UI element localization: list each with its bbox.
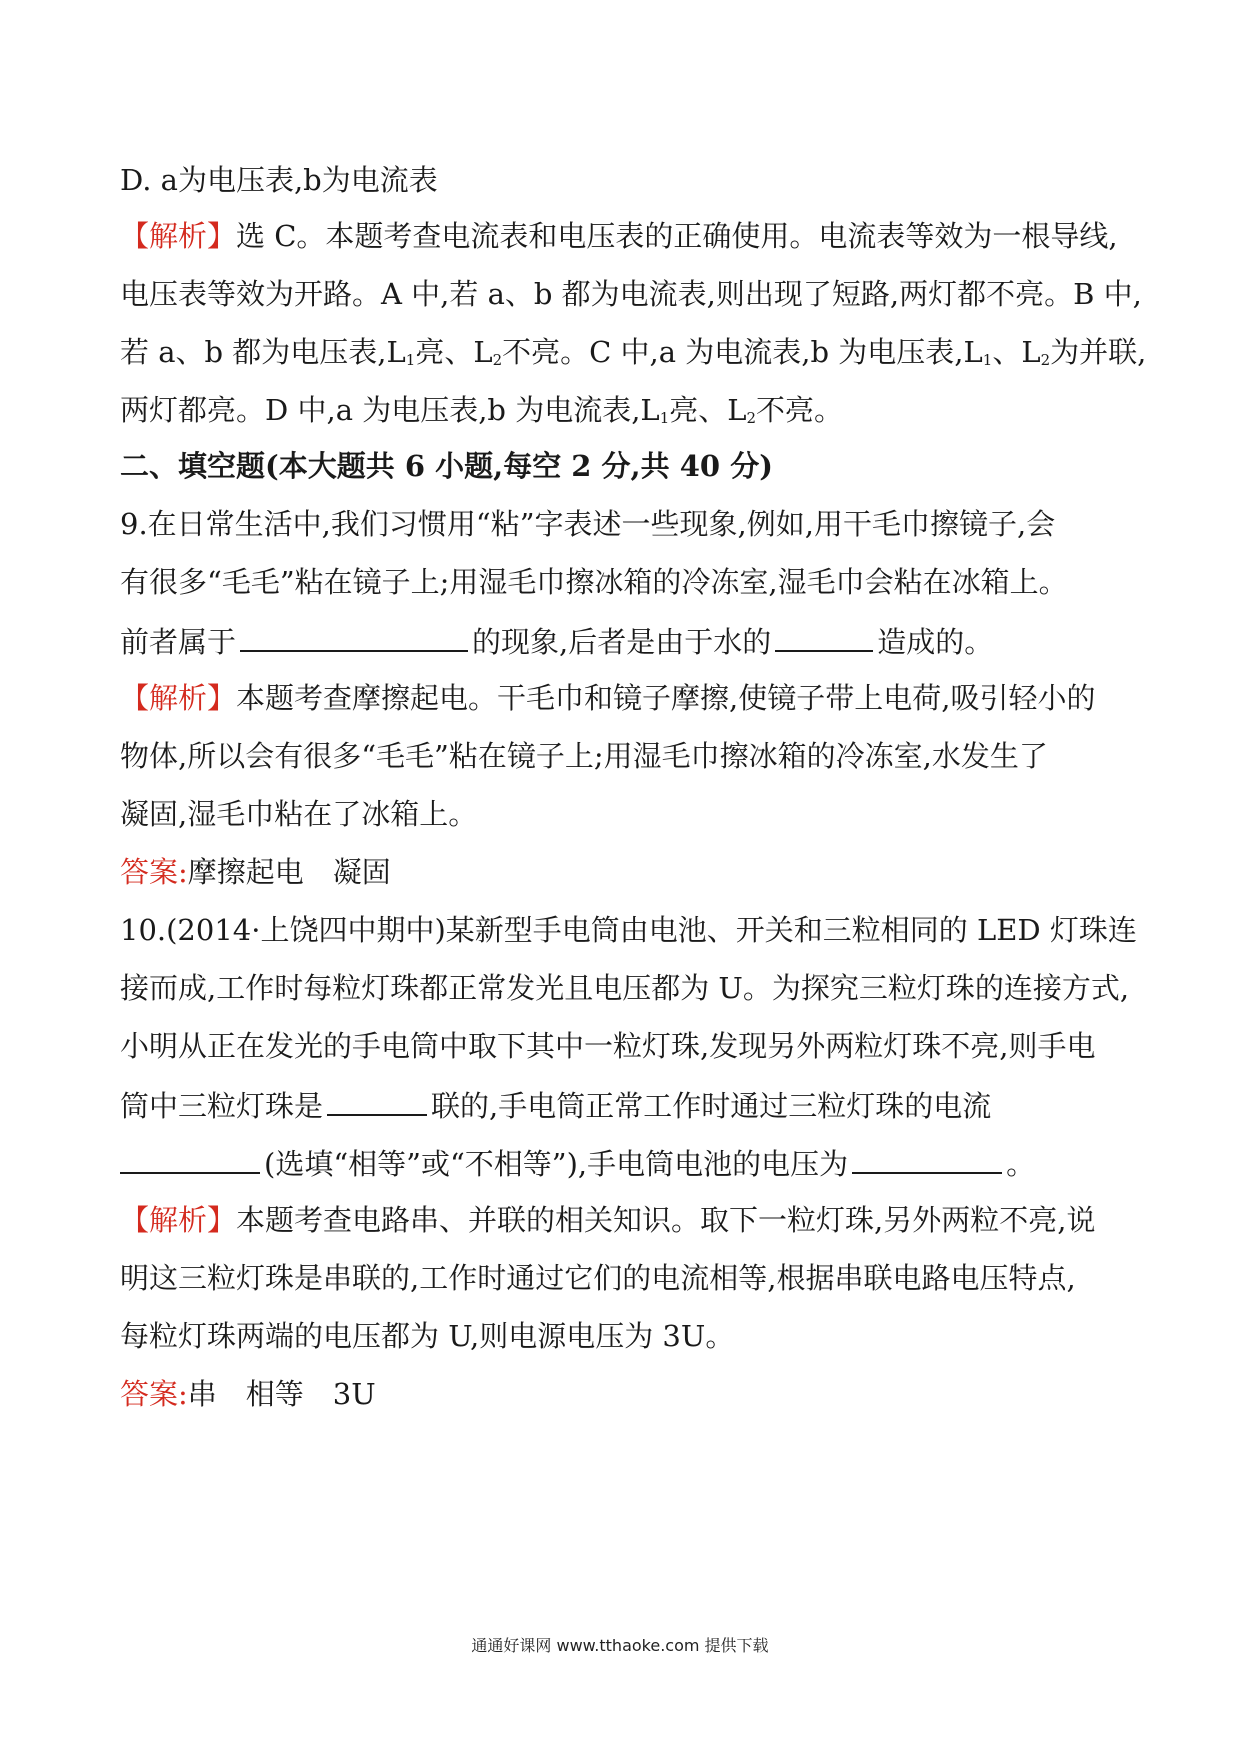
text-segment: 筒中三粒灯珠是	[120, 1089, 324, 1123]
text-segment: 若 a、b 都为电压表,L	[120, 335, 406, 369]
text-segment: 不亮。C 中,a 为电流表,b 为电压表,L	[502, 335, 983, 369]
text-segment: 为并联,	[1050, 335, 1147, 369]
q8-analysis-line-4	[120, 390, 1130, 430]
answer-tag: 答案:	[120, 1377, 188, 1411]
subscript: 1	[405, 351, 416, 369]
q10-line-4	[120, 1084, 1130, 1124]
answer-blank-1[interactable]	[240, 620, 468, 652]
q9-analysis-line-1	[120, 678, 1130, 718]
q10-line-1: 10.(2014·上饶四中期中)某新型手电筒由电池、开关和三粒相同的 LED 灯珠连	[120, 913, 1137, 947]
subscript: 2	[746, 409, 757, 427]
page-footer: 通通好课网 www.tthaoke.com 提供下载	[471, 1636, 769, 1655]
q9-analysis-line-3: 凝固,湿毛巾粘在了冰箱上。	[120, 797, 478, 831]
analysis-tag: 【解析】	[120, 1203, 237, 1237]
q10-analysis-line-1	[120, 1200, 1130, 1240]
q9-line-3	[120, 620, 1130, 660]
text-segment: 造成的。	[877, 625, 994, 659]
q9-line-1: 9.在日常生活中,我们习惯用“粘”字表述一些现象,例如,用干毛巾擦镜子,会	[120, 507, 1056, 541]
q10-answer	[120, 1374, 1130, 1414]
q8-analysis-line-2: 电压表等效为开路。A 中,若 a、b 都为电流表,则出现了短路,两灯都不亮。B 中,	[120, 277, 1142, 311]
subscript: 2	[492, 351, 503, 369]
analysis-tag: 【解析】	[120, 681, 237, 715]
answer-blank-5[interactable]	[852, 1142, 1002, 1174]
option-d: D. a为电压表,b为电流表	[120, 163, 438, 197]
text-segment: 、L	[992, 335, 1041, 369]
text-segment: 亮、L	[669, 393, 747, 427]
subscript: 2	[1040, 351, 1051, 369]
q9-answer	[120, 852, 1130, 892]
analysis-text: 选 C。本题考查电流表和电压表的正确使用。电流表等效为一根导线,	[236, 219, 1118, 253]
text-segment: 两灯都亮。D 中,a 为电压表,b 为电流表,L	[120, 393, 660, 427]
subscript: 1	[982, 351, 993, 369]
text-segment: 亮、L	[415, 335, 493, 369]
text-segment: (选填“相等”或“不相等”),手电筒电池的电压为	[264, 1147, 849, 1181]
q9-line-2: 有很多“毛毛”粘在镜子上;用湿毛巾擦冰箱的冷冻室,湿毛巾会粘在冰箱上。	[120, 565, 1068, 599]
text-segment: 。	[1006, 1147, 1036, 1181]
q10-analysis-line-2: 明这三粒灯珠是串联的,工作时通过它们的电流相等,根据串联电路电压特点,	[120, 1261, 1076, 1295]
analysis-tag: 【解析】	[120, 219, 237, 253]
q8-analysis-line-3	[120, 332, 1147, 372]
text-segment: 前者属于	[120, 625, 237, 659]
subscript: 1	[659, 409, 670, 427]
answer-blank-3[interactable]	[327, 1084, 427, 1116]
answer-text: 摩擦起电 凝固	[187, 855, 391, 889]
answer-tag: 答案:	[120, 855, 188, 889]
analysis-text: 本题考查电路串、并联的相关知识。取下一粒灯珠,另外两粒不亮,说	[236, 1203, 1096, 1237]
q10-line-2: 接而成,工作时每粒灯珠都正常发光且电压都为 U。为探究三粒灯珠的连接方式,	[120, 971, 1130, 1005]
section-title: 二、填空题(本大题共 6 小题,每空 2 分,共 40 分)	[120, 449, 773, 483]
q8-analysis-line-1	[120, 216, 1130, 256]
answer-blank-2[interactable]	[775, 620, 873, 652]
analysis-text: 本题考查摩擦起电。干毛巾和镜子摩擦,使镜子带上电荷,吸引轻小的	[236, 681, 1096, 715]
q10-analysis-line-3: 每粒灯珠两端的电压都为 U,则电源电压为 3U。	[120, 1319, 735, 1353]
q10-line-5	[120, 1142, 1130, 1182]
text-segment: 的现象,后者是由于水的	[472, 625, 772, 659]
q9-analysis-line-2: 物体,所以会有很多“毛毛”粘在镜子上;用湿毛巾擦冰箱的冷冻室,水发生了	[120, 739, 1048, 773]
text-segment: 联的,手电筒正常工作时通过三粒灯珠的电流	[431, 1089, 992, 1123]
text-segment: 不亮。	[756, 393, 844, 427]
answer-blank-4[interactable]	[120, 1142, 260, 1174]
answer-text: 串 相等 3U	[187, 1377, 376, 1411]
q10-line-3: 小明从正在发光的手电筒中取下其中一粒灯珠,发现另外两粒灯珠不亮,则手电	[120, 1029, 1096, 1063]
